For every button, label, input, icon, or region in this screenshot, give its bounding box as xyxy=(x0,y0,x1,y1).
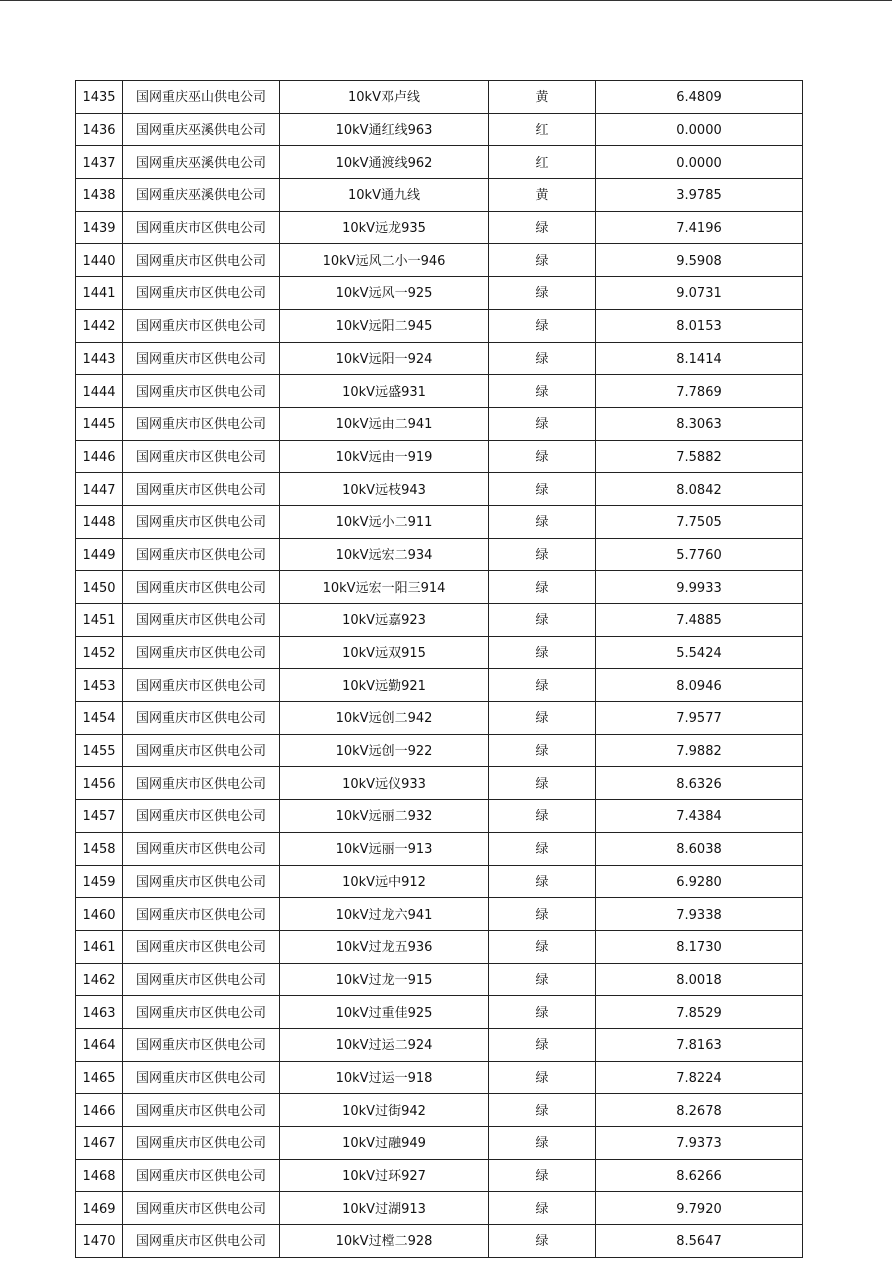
value-cell: 0.0000 xyxy=(596,113,803,146)
row-number-cell: 1454 xyxy=(76,702,123,735)
table-row xyxy=(76,244,803,277)
value-cell: 8.0842 xyxy=(596,473,803,506)
line-name-cell: 10kV通渡线962 xyxy=(280,146,489,179)
line-name-cell: 10kV过运二924 xyxy=(280,1028,489,1061)
company-cell: 国网重庆市区供电公司 xyxy=(123,832,280,865)
row-number-cell: 1460 xyxy=(76,898,123,931)
row-number-cell: 1443 xyxy=(76,342,123,375)
line-name-cell: 10kV远龙935 xyxy=(280,211,489,244)
value-cell: 5.5424 xyxy=(596,636,803,669)
table-row xyxy=(76,505,803,538)
row-number-cell: 1453 xyxy=(76,669,123,702)
row-number-cell: 1439 xyxy=(76,211,123,244)
line-name-cell: 10kV远风二小一946 xyxy=(280,244,489,277)
row-number-cell: 1435 xyxy=(76,81,123,114)
value-cell: 7.9373 xyxy=(596,1127,803,1160)
table-row xyxy=(76,1127,803,1160)
company-cell: 国网重庆市区供电公司 xyxy=(123,669,280,702)
value-cell: 8.2678 xyxy=(596,1094,803,1127)
status-cell: 绿 xyxy=(489,407,596,440)
table-row xyxy=(76,800,803,833)
line-name-cell: 10kV远创一922 xyxy=(280,734,489,767)
row-number-cell: 1441 xyxy=(76,277,123,310)
table-row xyxy=(76,669,803,702)
company-cell: 国网重庆巫溪供电公司 xyxy=(123,146,280,179)
data-table xyxy=(75,80,803,1258)
company-cell: 国网重庆市区供电公司 xyxy=(123,996,280,1029)
status-cell: 绿 xyxy=(489,375,596,408)
row-number-cell: 1437 xyxy=(76,146,123,179)
company-cell: 国网重庆市区供电公司 xyxy=(123,1225,280,1258)
company-cell: 国网重庆市区供电公司 xyxy=(123,636,280,669)
table-row xyxy=(76,571,803,604)
line-name-cell: 10kV邓卢线 xyxy=(280,81,489,114)
value-cell: 7.7869 xyxy=(596,375,803,408)
table-row xyxy=(76,81,803,114)
table-row xyxy=(76,309,803,342)
line-name-cell: 10kV远阳一924 xyxy=(280,342,489,375)
status-cell: 绿 xyxy=(489,800,596,833)
company-cell: 国网重庆巫溪供电公司 xyxy=(123,113,280,146)
value-cell: 7.4885 xyxy=(596,604,803,637)
company-cell: 国网重庆市区供电公司 xyxy=(123,538,280,571)
company-cell: 国网重庆市区供电公司 xyxy=(123,898,280,931)
company-cell: 国网重庆市区供电公司 xyxy=(123,1061,280,1094)
value-cell: 7.8163 xyxy=(596,1028,803,1061)
value-cell: 7.5882 xyxy=(596,440,803,473)
status-cell: 黄 xyxy=(489,179,596,212)
row-number-cell: 1468 xyxy=(76,1159,123,1192)
company-cell: 国网重庆市区供电公司 xyxy=(123,1159,280,1192)
status-cell: 绿 xyxy=(489,669,596,702)
table-row xyxy=(76,832,803,865)
line-name-cell: 10kV远枝943 xyxy=(280,473,489,506)
line-name-cell: 10kV远创二942 xyxy=(280,702,489,735)
company-cell: 国网重庆市区供电公司 xyxy=(123,407,280,440)
value-cell: 0.0000 xyxy=(596,146,803,179)
line-name-cell: 10kV远宏二934 xyxy=(280,538,489,571)
status-cell: 绿 xyxy=(489,473,596,506)
table-row xyxy=(76,211,803,244)
company-cell: 国网重庆市区供电公司 xyxy=(123,440,280,473)
value-cell: 7.9882 xyxy=(596,734,803,767)
status-cell: 绿 xyxy=(489,930,596,963)
company-cell: 国网重庆市区供电公司 xyxy=(123,211,280,244)
company-cell: 国网重庆市区供电公司 xyxy=(123,244,280,277)
line-name-cell: 10kV远由二941 xyxy=(280,407,489,440)
line-name-cell: 10kV过湖913 xyxy=(280,1192,489,1225)
table-row xyxy=(76,865,803,898)
row-number-cell: 1466 xyxy=(76,1094,123,1127)
value-cell: 7.8529 xyxy=(596,996,803,1029)
line-name-cell: 10kV过重佳925 xyxy=(280,996,489,1029)
value-cell: 8.1730 xyxy=(596,930,803,963)
table-row xyxy=(76,473,803,506)
company-cell: 国网重庆市区供电公司 xyxy=(123,1192,280,1225)
status-cell: 绿 xyxy=(489,342,596,375)
line-name-cell: 10kV远双915 xyxy=(280,636,489,669)
line-name-cell: 10kV远宏一阳三914 xyxy=(280,571,489,604)
table-row xyxy=(76,636,803,669)
status-cell: 绿 xyxy=(489,1061,596,1094)
company-cell: 国网重庆市区供电公司 xyxy=(123,963,280,996)
status-cell: 绿 xyxy=(489,636,596,669)
table-row xyxy=(76,1094,803,1127)
status-cell: 红 xyxy=(489,146,596,179)
table-row xyxy=(76,407,803,440)
row-number-cell: 1464 xyxy=(76,1028,123,1061)
row-number-cell: 1444 xyxy=(76,375,123,408)
company-cell: 国网重庆市区供电公司 xyxy=(123,473,280,506)
value-cell: 9.0731 xyxy=(596,277,803,310)
value-cell: 6.4809 xyxy=(596,81,803,114)
table-row xyxy=(76,996,803,1029)
line-name-cell: 10kV过环927 xyxy=(280,1159,489,1192)
value-cell: 9.5908 xyxy=(596,244,803,277)
value-cell: 7.8224 xyxy=(596,1061,803,1094)
line-name-cell: 10kV远由一919 xyxy=(280,440,489,473)
row-number-cell: 1438 xyxy=(76,179,123,212)
row-number-cell: 1462 xyxy=(76,963,123,996)
row-number-cell: 1451 xyxy=(76,604,123,637)
company-cell: 国网重庆市区供电公司 xyxy=(123,734,280,767)
company-cell: 国网重庆市区供电公司 xyxy=(123,930,280,963)
row-number-cell: 1459 xyxy=(76,865,123,898)
table-row xyxy=(76,146,803,179)
row-number-cell: 1463 xyxy=(76,996,123,1029)
status-cell: 绿 xyxy=(489,1225,596,1258)
value-cell: 9.7920 xyxy=(596,1192,803,1225)
table-row xyxy=(76,930,803,963)
line-name-cell: 10kV通九线 xyxy=(280,179,489,212)
page-top-rule xyxy=(0,0,892,1)
value-cell: 7.4384 xyxy=(596,800,803,833)
row-number-cell: 1436 xyxy=(76,113,123,146)
row-number-cell: 1456 xyxy=(76,767,123,800)
line-name-cell: 10kV过街942 xyxy=(280,1094,489,1127)
status-cell: 绿 xyxy=(489,538,596,571)
row-number-cell: 1458 xyxy=(76,832,123,865)
status-cell: 绿 xyxy=(489,505,596,538)
value-cell: 3.9785 xyxy=(596,179,803,212)
value-cell: 8.0946 xyxy=(596,669,803,702)
status-cell: 绿 xyxy=(489,865,596,898)
status-cell: 绿 xyxy=(489,832,596,865)
table-row xyxy=(76,277,803,310)
company-cell: 国网重庆巫溪供电公司 xyxy=(123,179,280,212)
value-cell: 5.7760 xyxy=(596,538,803,571)
value-cell: 7.9577 xyxy=(596,702,803,735)
table-row xyxy=(76,604,803,637)
line-name-cell: 10kV过龙五936 xyxy=(280,930,489,963)
table-row xyxy=(76,342,803,375)
status-cell: 黄 xyxy=(489,81,596,114)
value-cell: 7.9338 xyxy=(596,898,803,931)
line-name-cell: 10kV远仪933 xyxy=(280,767,489,800)
status-cell: 绿 xyxy=(489,702,596,735)
value-cell: 6.9280 xyxy=(596,865,803,898)
company-cell: 国网重庆市区供电公司 xyxy=(123,702,280,735)
value-cell: 8.6326 xyxy=(596,767,803,800)
value-cell: 8.0153 xyxy=(596,309,803,342)
line-name-cell: 10kV远勤921 xyxy=(280,669,489,702)
company-cell: 国网重庆市区供电公司 xyxy=(123,1127,280,1160)
row-number-cell: 1442 xyxy=(76,309,123,342)
company-cell: 国网重庆市区供电公司 xyxy=(123,604,280,637)
row-number-cell: 1461 xyxy=(76,930,123,963)
table-row xyxy=(76,1061,803,1094)
status-cell: 绿 xyxy=(489,211,596,244)
row-number-cell: 1469 xyxy=(76,1192,123,1225)
status-cell: 绿 xyxy=(489,277,596,310)
table-row xyxy=(76,702,803,735)
status-cell: 绿 xyxy=(489,1028,596,1061)
line-name-cell: 10kV远中912 xyxy=(280,865,489,898)
row-number-cell: 1448 xyxy=(76,505,123,538)
line-name-cell: 10kV远盛931 xyxy=(280,375,489,408)
line-name-cell: 10kV通红线963 xyxy=(280,113,489,146)
row-number-cell: 1440 xyxy=(76,244,123,277)
status-cell: 红 xyxy=(489,113,596,146)
table-row xyxy=(76,898,803,931)
status-cell: 绿 xyxy=(489,963,596,996)
company-cell: 国网重庆市区供电公司 xyxy=(123,309,280,342)
row-number-cell: 1450 xyxy=(76,571,123,604)
row-number-cell: 1467 xyxy=(76,1127,123,1160)
company-cell: 国网重庆市区供电公司 xyxy=(123,1094,280,1127)
table-row xyxy=(76,113,803,146)
company-cell: 国网重庆市区供电公司 xyxy=(123,1028,280,1061)
table-row xyxy=(76,538,803,571)
value-cell: 8.0018 xyxy=(596,963,803,996)
company-cell: 国网重庆市区供电公司 xyxy=(123,865,280,898)
table-row xyxy=(76,1159,803,1192)
value-cell: 8.5647 xyxy=(596,1225,803,1258)
table-row xyxy=(76,179,803,212)
company-cell: 国网重庆市区供电公司 xyxy=(123,767,280,800)
line-name-cell: 10kV远嘉923 xyxy=(280,604,489,637)
status-cell: 绿 xyxy=(489,604,596,637)
line-name-cell: 10kV过樘二928 xyxy=(280,1225,489,1258)
company-cell: 国网重庆市区供电公司 xyxy=(123,277,280,310)
status-cell: 绿 xyxy=(489,734,596,767)
value-cell: 8.1414 xyxy=(596,342,803,375)
line-name-cell: 10kV远阳二945 xyxy=(280,309,489,342)
row-number-cell: 1455 xyxy=(76,734,123,767)
line-name-cell: 10kV过龙一915 xyxy=(280,963,489,996)
table-row xyxy=(76,767,803,800)
table-row xyxy=(76,1028,803,1061)
company-cell: 国网重庆巫山供电公司 xyxy=(123,81,280,114)
status-cell: 绿 xyxy=(489,1192,596,1225)
line-name-cell: 10kV过运一918 xyxy=(280,1061,489,1094)
status-cell: 绿 xyxy=(489,440,596,473)
status-cell: 绿 xyxy=(489,571,596,604)
status-cell: 绿 xyxy=(489,1159,596,1192)
table-row xyxy=(76,440,803,473)
value-cell: 8.6038 xyxy=(596,832,803,865)
row-number-cell: 1446 xyxy=(76,440,123,473)
line-name-cell: 10kV远丽一913 xyxy=(280,832,489,865)
status-cell: 绿 xyxy=(489,309,596,342)
table-row xyxy=(76,375,803,408)
row-number-cell: 1470 xyxy=(76,1225,123,1258)
row-number-cell: 1447 xyxy=(76,473,123,506)
table-body xyxy=(76,81,803,1258)
line-name-cell: 10kV远丽二932 xyxy=(280,800,489,833)
table-row xyxy=(76,963,803,996)
company-cell: 国网重庆市区供电公司 xyxy=(123,375,280,408)
row-number-cell: 1449 xyxy=(76,538,123,571)
status-cell: 绿 xyxy=(489,244,596,277)
table-row xyxy=(76,1192,803,1225)
value-cell: 7.7505 xyxy=(596,505,803,538)
table-row xyxy=(76,1225,803,1258)
row-number-cell: 1457 xyxy=(76,800,123,833)
line-name-cell: 10kV远小二911 xyxy=(280,505,489,538)
status-cell: 绿 xyxy=(489,1127,596,1160)
row-number-cell: 1465 xyxy=(76,1061,123,1094)
company-cell: 国网重庆市区供电公司 xyxy=(123,342,280,375)
value-cell: 8.6266 xyxy=(596,1159,803,1192)
company-cell: 国网重庆市区供电公司 xyxy=(123,800,280,833)
value-cell: 9.9933 xyxy=(596,571,803,604)
status-cell: 绿 xyxy=(489,996,596,1029)
line-name-cell: 10kV过融949 xyxy=(280,1127,489,1160)
value-cell: 7.4196 xyxy=(596,211,803,244)
company-cell: 国网重庆市区供电公司 xyxy=(123,505,280,538)
table-row xyxy=(76,734,803,767)
row-number-cell: 1445 xyxy=(76,407,123,440)
line-name-cell: 10kV过龙六941 xyxy=(280,898,489,931)
value-cell: 8.3063 xyxy=(596,407,803,440)
row-number-cell: 1452 xyxy=(76,636,123,669)
line-name-cell: 10kV远风一925 xyxy=(280,277,489,310)
status-cell: 绿 xyxy=(489,1094,596,1127)
company-cell: 国网重庆市区供电公司 xyxy=(123,571,280,604)
status-cell: 绿 xyxy=(489,898,596,931)
status-cell: 绿 xyxy=(489,767,596,800)
